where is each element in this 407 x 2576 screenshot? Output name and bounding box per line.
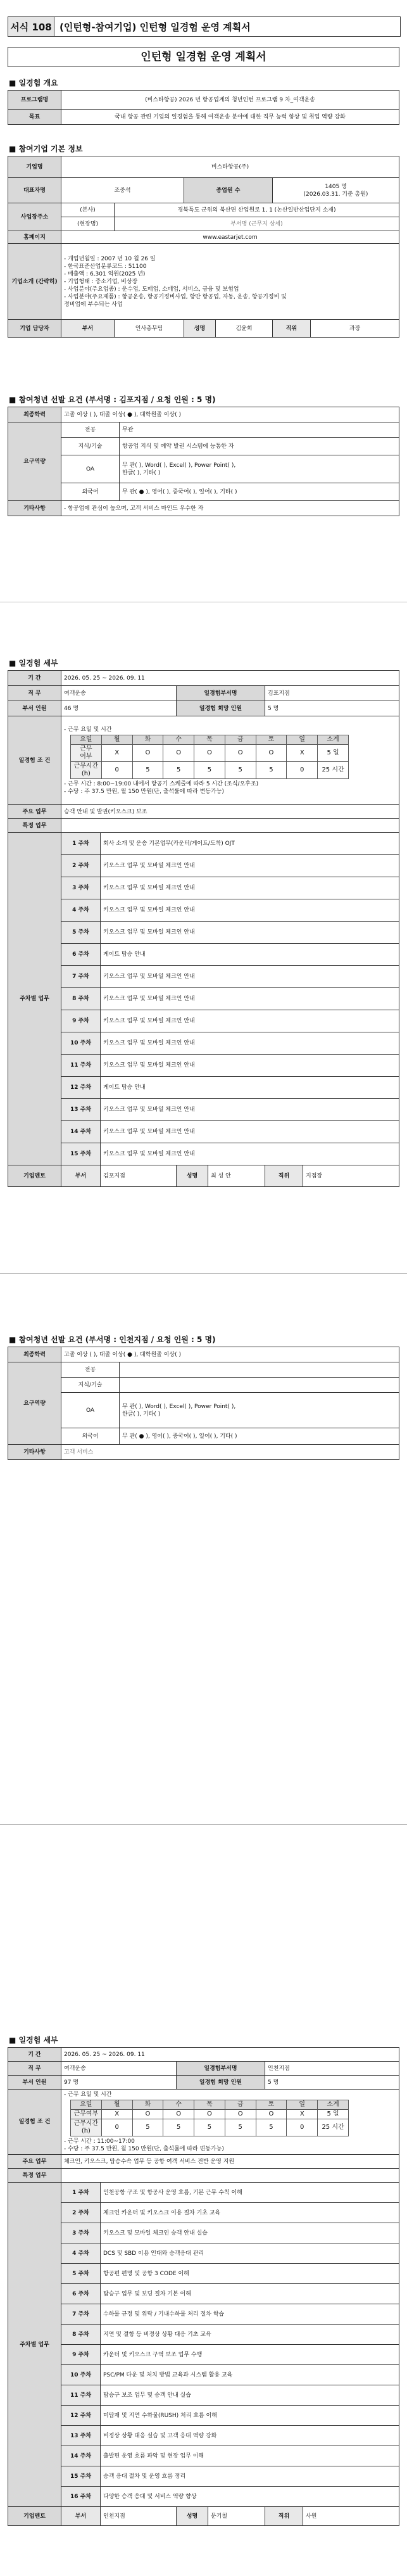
- dept-count-label: 부서 인원: [8, 2076, 61, 2090]
- week-hour-cell: 25 시간: [318, 761, 349, 778]
- work-note: - 근무 시간 : 8:00~19:00 내에서 항공기 스케줄에 따라 5 시간 (조식/오후조): [64, 780, 259, 787]
- education-label: 최종학력: [8, 407, 61, 422]
- oa-label: OA: [61, 1393, 120, 1428]
- week-task: DCS 및 SBD 이용 인대와 승객응대 관리: [101, 2243, 399, 2264]
- weekly-task-label: 주차별 업무: [8, 833, 61, 1165]
- intro-line: - 매출액 : 6,301 억원(2025 년): [64, 270, 146, 277]
- week-head-cell: 수: [163, 735, 194, 744]
- week-task: 키오스크 업무 및 모바일 체크인 안내: [101, 1032, 399, 1055]
- week-head-cell: 소계: [318, 735, 349, 744]
- week-hour-cell: 0: [287, 2119, 318, 2136]
- week-task: 키오스크 업무 및 모바일 체크인 안내: [101, 1121, 399, 1143]
- program-name: (비스타항공) 2026 년 항공업계의 청년인턴 프로그램 9 차_여객운송: [61, 91, 399, 110]
- main-task-label: 주요 업무: [8, 2155, 61, 2169]
- mentor-rank-label: 직위: [265, 1165, 303, 1187]
- contact-dept: 인사총무팀: [115, 320, 184, 338]
- intro-line: - 개업년월일 : 2007 년 10 월 26 일: [64, 255, 156, 262]
- week-number: 14 주차: [61, 2446, 101, 2466]
- week-hour-cell: 근무시간(h): [71, 2119, 102, 2136]
- week-number: 10 주차: [61, 1032, 101, 1055]
- week-hour-cell: 0: [101, 2119, 132, 2136]
- major-value: 무관: [120, 422, 399, 438]
- detail-task-value: [61, 2169, 399, 2183]
- week-task: 승객 응대 절차 및 운영 흐름 정리: [101, 2466, 399, 2487]
- week-head-cell: 금: [225, 2100, 256, 2110]
- wanted-count-value: 5 명: [265, 2076, 399, 2090]
- week-day-cell: O: [163, 2110, 194, 2119]
- wanted-count-label: 일경험 희망 인원: [177, 701, 265, 716]
- week-head-cell: 토: [256, 2100, 287, 2110]
- wanted-count-value: 5 명: [265, 701, 399, 716]
- week-head-cell: 화: [132, 735, 163, 744]
- week-hour-cell: 5: [225, 761, 256, 778]
- week-day-cell: 5 일: [318, 744, 349, 761]
- detail-table-incheon: [8, 2047, 399, 2526]
- address-type-hq: (본사): [61, 203, 115, 217]
- contact-label: 기업 담당자: [8, 320, 61, 338]
- detail-task-label: 특정 업무: [8, 819, 61, 833]
- company-table: [8, 156, 399, 338]
- week-number: 4 주차: [61, 2243, 101, 2264]
- work-week-table: [70, 2100, 349, 2136]
- week-head-cell: 일: [287, 2100, 318, 2110]
- week-head-cell: 토: [256, 735, 287, 744]
- week-head-cell: 월: [101, 735, 132, 744]
- condition-label: 일경험 조 건: [8, 2090, 61, 2155]
- intro-line: - 기업형태 : 중소기업, 비상장: [64, 278, 138, 285]
- section-title-company: ■ 참여기업 기본 정보: [9, 144, 83, 153]
- form-number: 서식 108: [8, 17, 54, 36]
- week-number: 5 주차: [61, 922, 101, 944]
- mentor-label: 기업멘토: [8, 2507, 61, 2526]
- employee-count-note: (2026.03.31. 기준 총원): [303, 191, 368, 198]
- week-task: 키오스크 및 모바일 체크인 승객 안내 실습: [101, 2223, 399, 2243]
- section-title-overview: ■ 일경험 개요: [9, 79, 58, 87]
- mentor-name: 문기철: [208, 2507, 265, 2526]
- week-task: 체크인 카운터 및 키오스크 이용 절차 기초 교육: [101, 2203, 399, 2223]
- week-task: 키오스크 업무 및 모바일 체크인 안내: [101, 877, 399, 899]
- week-number: 9 주차: [61, 1010, 101, 1032]
- week-task: 키오스크 업무 및 모바일 체크인 안내: [101, 922, 399, 944]
- week-task: 키오스크 업무 및 모바일 체크인 안내: [101, 966, 399, 988]
- work-note: - 근무 시간 : 11:00~17:00: [64, 2138, 135, 2145]
- week-task: 항공편 편명 및 공항 3 CODE 이해: [101, 2264, 399, 2284]
- week-number: 7 주차: [61, 966, 101, 988]
- week-head-cell: 요일: [71, 735, 102, 744]
- form-header: [8, 16, 401, 37]
- week-task: 키오스크 업무 및 모바일 체크인 안내: [101, 988, 399, 1010]
- intro-line: - 사업분야(주요제품) : 항공운송, 항공기정비사업, 항만 항공업, 자동, 운송, 항공기정비 및: [64, 293, 287, 300]
- language-value: 무 관( ● ), 영어( ), 중국어( ), 일어( ), 기타( ): [120, 1428, 399, 1445]
- week-hour-cell: 5: [132, 2119, 163, 2136]
- week-number: 3 주차: [61, 877, 101, 899]
- week-task: 인천공항 구조 및 항공사 운영 흐름, 기본 근무 수칙 이해: [101, 2183, 399, 2203]
- week-task: 키오스크 업무 및 모바일 체크인 안내: [101, 855, 399, 877]
- week-head-cell: 수: [163, 2100, 194, 2110]
- mentor-name: 최 성 안: [208, 1165, 265, 1187]
- education-value: 고졸 이상 ( ), 대졸 이상( ● ), 대학원졸 이상( ): [61, 1347, 399, 1362]
- week-number: 11 주차: [61, 2385, 101, 2406]
- week-head-cell: 월: [101, 2100, 132, 2110]
- week-hour-cell: 5: [132, 761, 163, 778]
- week-number: 12 주차: [61, 1077, 101, 1099]
- page-divider: [0, 1273, 407, 1274]
- week-task: 카운터 및 키오스크 구역 보조 업무 수행: [101, 2345, 399, 2365]
- workplace-value: 김포지점: [265, 686, 399, 701]
- week-hour-cell: 25 시간: [318, 2119, 349, 2136]
- company-intro-label: 기업소개 (간략히): [8, 244, 61, 320]
- condition-cell: [61, 2090, 399, 2155]
- intro-line: - 한국표준산업분류코드 : 51100: [64, 263, 147, 270]
- knowledge-value: 항공업 지식 및 예약 발권 시스템에 능통한 자: [120, 438, 399, 455]
- mentor-name-label: 성명: [177, 2507, 208, 2526]
- job-label: 직 무: [8, 686, 61, 701]
- week-task: 탑승구 업무 및 보딩 절차 기본 이해: [101, 2284, 399, 2304]
- week-head-cell: 목: [194, 2100, 225, 2110]
- week-task: 게이트 탑승 안내: [101, 944, 399, 966]
- contact-rank-label: 직위: [273, 320, 311, 338]
- week-day-cell: X: [101, 744, 132, 761]
- program-name-label: 프로그램명: [8, 91, 61, 110]
- week-number: 13 주차: [61, 1099, 101, 1121]
- mentor-dept-label: 부서: [61, 2507, 101, 2526]
- contact-rank: 과장: [311, 320, 399, 338]
- period-label: 기 간: [8, 2048, 61, 2062]
- oa-value: 무 관( ), Word( ), Excel( ), Power Point( ), 한글( ), 기타( ): [120, 1393, 399, 1428]
- employee-label: 종업원 수: [184, 178, 273, 203]
- week-number: 10 주차: [61, 2365, 101, 2385]
- week-task: 키오스크 업무 및 모바일 체크인 안내: [101, 1099, 399, 1121]
- week-day-cell: 근무 여부: [71, 744, 102, 761]
- condition-label: 일경험 조 건: [8, 716, 61, 805]
- work-week-title: - 근무 요일 및 시간: [64, 726, 112, 733]
- week-day-cell: O: [132, 744, 163, 761]
- week-hour-cell: 5: [256, 761, 287, 778]
- requirements-table-gimpo: [8, 407, 399, 516]
- intro-line: - 사업분야(주요업종) : 운수업, 도매업, 소매업, 서비스, 금융 및 보험업: [64, 286, 239, 293]
- week-hour-cell: 5: [163, 2119, 194, 2136]
- condition-cell: [61, 716, 399, 805]
- week-number: 12 주차: [61, 2406, 101, 2426]
- language-label: 외국어: [61, 483, 120, 501]
- weekly-task-label: 주차별 업무: [8, 2183, 61, 2507]
- education-label: 최종학력: [8, 1347, 61, 1362]
- detail-task-value: [61, 819, 399, 833]
- dept-count-label: 부서 인원: [8, 701, 61, 716]
- week-number: 11 주차: [61, 1055, 101, 1077]
- purpose: 국내 항공 관련 기업의 일경험을 통해 여객운송 분야에 대한 직무 능력 향상 및 취업 역량 강화: [61, 110, 399, 125]
- week-number: 3 주차: [61, 2223, 101, 2243]
- week-number: 14 주차: [61, 1121, 101, 1143]
- detail-task-label: 특정 업무: [8, 2169, 61, 2183]
- work-note: - 수당 : 주 37.5 만원, 월 150 만원(단, 출석률에 따라 변동가능): [64, 2146, 224, 2152]
- language-value: 무 관( ● ), 영어( ), 중국어( ), 일어( ), 기타( ): [120, 483, 399, 501]
- week-head-cell: 금: [225, 735, 256, 744]
- week-hour-cell: 5: [256, 2119, 287, 2136]
- major-label: 전공: [61, 1362, 120, 1378]
- week-number: 1 주차: [61, 833, 101, 855]
- week-day-cell: X: [287, 2110, 318, 2119]
- mentor-dept: 인천지점: [101, 2507, 177, 2526]
- week-day-cell: X: [287, 744, 318, 761]
- week-hour-cell: 근무시간 (h): [71, 761, 102, 778]
- week-task: 회사 소개 및 운송 기본업무(카운터/게이트/도착) OJT: [101, 833, 399, 855]
- week-hour-cell: 5: [194, 761, 225, 778]
- week-task: 키오스크 업무 및 모바일 체크인 안내: [101, 1010, 399, 1032]
- week-number: 15 주차: [61, 2466, 101, 2487]
- week-number: 4 주차: [61, 899, 101, 922]
- etc-value: - 항공업에 관심이 높으며, 고객 서비스 마인드 우수한 자: [61, 501, 399, 516]
- job-label: 직 무: [8, 2062, 61, 2076]
- week-day-cell: O: [225, 2110, 256, 2119]
- workplace-value: 인천지점: [265, 2062, 399, 2076]
- mentor-dept: 김포지점: [101, 1165, 177, 1187]
- etc-label: 기타사항: [8, 501, 61, 516]
- week-task: 게이트 탑승 안내: [101, 1077, 399, 1099]
- period-value: 2026. 05. 25 ~ 2026. 09. 11: [61, 2048, 399, 2062]
- week-number: 9 주차: [61, 2345, 101, 2365]
- competency-label: 요구역량: [8, 422, 61, 501]
- major-label: 전공: [61, 422, 120, 438]
- week-number: 6 주차: [61, 944, 101, 966]
- main-task-value: 체크인, 키오스크, 탑승수속 업무 등 공항 여객 서비스 전반 운영 지원: [61, 2155, 399, 2169]
- education-value: 고졸 이상 ( ), 대졸 이상( ● ), 대학원졸 이상( ): [61, 407, 399, 422]
- week-day-cell: O: [163, 744, 194, 761]
- dept-count-value: 46 명: [61, 701, 177, 716]
- knowledge-label: 지식/기술: [61, 438, 120, 455]
- week-head-cell: 목: [194, 735, 225, 744]
- week-number: 5 주차: [61, 2264, 101, 2284]
- job-value: 여객운송: [61, 2062, 177, 2076]
- week-number: 7 주차: [61, 2304, 101, 2325]
- main-task-label: 주요 업무: [8, 805, 61, 819]
- week-number: 8 주차: [61, 988, 101, 1010]
- mentor-dept-label: 부서: [61, 1165, 101, 1187]
- week-day-cell: O: [194, 744, 225, 761]
- week-task: 지연 및 결항 등 비정상 상황 대응 기초 교육: [101, 2325, 399, 2345]
- etc-label: 기타사항: [8, 1445, 61, 1460]
- mentor-rank: 지점장: [303, 1165, 399, 1187]
- oa-label: OA: [61, 455, 120, 483]
- language-label: 외국어: [61, 1428, 120, 1445]
- address-type-site: (현장명): [61, 217, 115, 231]
- website-link[interactable]: www.eastarjet.com: [61, 231, 399, 244]
- contact-dept-label: 부서: [61, 320, 115, 338]
- major-value: [120, 1362, 399, 1378]
- week-task: 다양한 승객 응대 및 서비스 역량 향상: [101, 2487, 399, 2507]
- week-day-cell: O: [194, 2110, 225, 2119]
- competency-label: 요구역량: [8, 1362, 61, 1445]
- week-task: 출발편 운영 흐름 파악 및 현장 업무 이해: [101, 2446, 399, 2466]
- week-day-cell: 근무여부: [71, 2110, 102, 2119]
- section-title-requirements-incheon: ■ 참여청년 선발 요건 (부서명 : 인천지점 / 요청 인원 : 5 명): [9, 1335, 216, 1344]
- week-task: 키오스크 업무 및 모바일 체크인 안내: [101, 899, 399, 922]
- week-task: 수하물 규정 및 위탁 / 기내수하물 처리 절차 학습: [101, 2304, 399, 2325]
- address-hq: 경북특도 군위의 북산면 산업원로 1, 1 (논산일반산업단지 소재): [115, 203, 399, 217]
- address-site: 부서명 (근무지 상세): [115, 217, 399, 231]
- week-number: 2 주차: [61, 2203, 101, 2223]
- week-day-cell: 5 일: [318, 2110, 349, 2119]
- overview-table: [8, 90, 399, 125]
- week-day-cell: O: [132, 2110, 163, 2119]
- week-head-cell: 일: [287, 735, 318, 744]
- purpose-label: 목표: [8, 110, 61, 125]
- etc-value: 고객 서비스: [61, 1445, 399, 1460]
- workplace-label: 일경험부서명: [177, 686, 265, 701]
- week-hour-cell: 0: [101, 761, 132, 778]
- form-title: (인턴형-참여기업) 인턴형 일경험 운영 계획서: [59, 21, 251, 33]
- week-number: 8 주차: [61, 2325, 101, 2345]
- week-task: PSC/PM 다운 및 처치 방법 교육과 시스템 활용 교육: [101, 2365, 399, 2385]
- week-task: 키오스크 업무 및 모바일 체크인 안내: [101, 1143, 399, 1165]
- week-hour-cell: 5: [194, 2119, 225, 2136]
- ceo-name: 조중석: [61, 178, 184, 203]
- requirements-table-incheon: [8, 1347, 399, 1460]
- address-label: 사업장주소: [8, 203, 61, 231]
- week-day-cell: O: [225, 744, 256, 761]
- week-hour-cell: 5: [163, 761, 194, 778]
- week-day-cell: O: [256, 2110, 287, 2119]
- knowledge-value: [120, 1378, 399, 1393]
- knowledge-label: 지식/기술: [61, 1378, 120, 1393]
- week-number: 13 주차: [61, 2426, 101, 2446]
- work-week-title: - 근무 요일 및 시간: [64, 2091, 112, 2098]
- week-number: 6 주차: [61, 2284, 101, 2304]
- company-name: 비스타항공(주): [61, 156, 399, 178]
- main-task-value: 승객 안내 및 발권(키오스크) 보조: [61, 805, 399, 819]
- week-task: 탑승구 보조 업무 및 승객 안내 실습: [101, 2385, 399, 2406]
- mentor-name-label: 성명: [177, 1165, 208, 1187]
- week-number: 16 주차: [61, 2487, 101, 2507]
- mentor-rank: 사원: [303, 2507, 399, 2526]
- intro-line: 정비업에 부수되는 사업: [64, 301, 123, 308]
- week-task: 키오스크 업무 및 모바일 체크인 안내: [101, 1055, 399, 1077]
- company-label: 기업명: [8, 156, 61, 178]
- period-value: 2026. 05. 25 ~ 2026. 09. 11: [61, 671, 399, 686]
- week-task: 미탑재 및 지연 수하물(RUSH) 처리 흐름 이해: [101, 2406, 399, 2426]
- workplace-label: 일경험부서명: [177, 2062, 265, 2076]
- week-head-cell: 소계: [318, 2100, 349, 2110]
- work-note: - 수당 : 주 37.5 만원, 월 150 만원(단, 출석률에 따라 변동가능): [64, 788, 224, 795]
- contact-name: 김윤희: [216, 320, 273, 338]
- job-value: 여객운송: [61, 686, 177, 701]
- week-day-cell: O: [256, 744, 287, 761]
- document-title: 인턴형 일경험 운영 계획서: [8, 47, 399, 67]
- week-hour-cell: 0: [287, 761, 318, 778]
- employee-count: [273, 178, 399, 203]
- section-title-detail-incheon: ■ 일경험 세부: [9, 2036, 58, 2045]
- website-label: 홈페이지: [8, 231, 61, 244]
- week-head-cell: 화: [132, 2100, 163, 2110]
- week-number: 15 주차: [61, 1143, 101, 1165]
- ceo-label: 대표자명: [8, 178, 61, 203]
- section-title-detail-gimpo: ■ 일경험 세부: [9, 659, 58, 668]
- oa-value: 무 관( ), Word( ), Excel( ), Power Point( ), 한글( ), 기타( ): [120, 455, 399, 483]
- section-title-requirements-gimpo: ■ 참여청년 선발 요건 (부서명 : 김포지점 / 요청 인원 : 5 명): [9, 395, 216, 404]
- mentor-rank-label: 직위: [265, 2507, 303, 2526]
- week-hour-cell: 5: [225, 2119, 256, 2136]
- wanted-count-label: 일경험 희망 인원: [177, 2076, 265, 2090]
- week-task: 비정상 상황 대응 실습 및 고객 응대 역량 강화: [101, 2426, 399, 2446]
- work-week-table: [70, 735, 349, 779]
- page-divider: [0, 1824, 407, 1825]
- employee-count-value: 1405 명: [325, 183, 347, 190]
- company-intro: [61, 244, 399, 320]
- detail-table-gimpo: [8, 670, 399, 1187]
- dept-count-value: 97 명: [61, 2076, 177, 2090]
- week-head-cell: 요일: [71, 2100, 102, 2110]
- contact-name-label: 성명: [184, 320, 216, 338]
- period-label: 기 간: [8, 671, 61, 686]
- week-number: 1 주차: [61, 2183, 101, 2203]
- week-day-cell: X: [101, 2110, 132, 2119]
- week-number: 2 주차: [61, 855, 101, 877]
- mentor-label: 기업멘토: [8, 1165, 61, 1187]
